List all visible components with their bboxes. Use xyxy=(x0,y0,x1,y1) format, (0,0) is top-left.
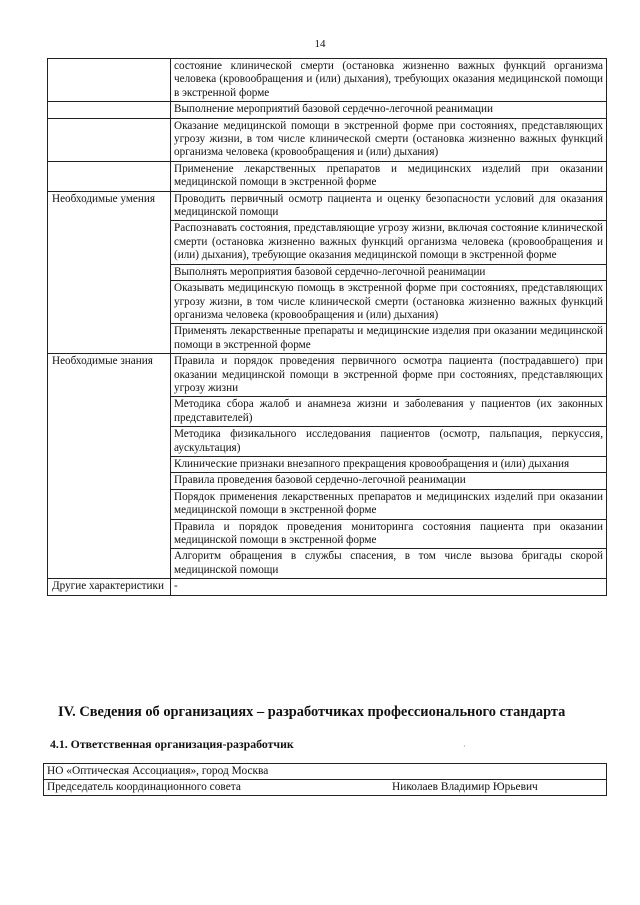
table-cell: Оказывать медицинскую помощь в экстренной форме при состояниях, представляющих угрозу жизни, в том числе клинической смерти (остановка жизненно важных функций организма человека (кровообращения и (или) дыхания) xyxy=(171,281,607,324)
table-cell: Клинические признаки внезапного прекращения кровообращения и (или) дыхания xyxy=(171,456,607,472)
org-signatory-cell xyxy=(44,780,607,796)
other-value: - xyxy=(171,579,607,595)
table-row xyxy=(48,161,607,191)
competency-table xyxy=(47,58,607,596)
other-label: Другие характеристики xyxy=(48,579,171,595)
table-row xyxy=(48,354,607,397)
table-row xyxy=(48,102,607,118)
table-cell: Применение лекарственных препаратов и медицинских изделий при оказании медицинской помощи в экстренной форме xyxy=(171,161,607,191)
empty-label-cell xyxy=(48,102,171,118)
table-row xyxy=(48,191,607,221)
position-title: Председатель координационного совета xyxy=(47,781,241,793)
table-cell: Выполнение мероприятий базовой сердечно-легочной реанимации xyxy=(171,102,607,118)
table-cell: Распознавать состояния, представляющие угрозу жизни, включая состояние клинической смерти (остановка жизненно важных функций организма человека (кровообращения и (или) дыхания), требующие оказания медицинской помощи в экстренной форме xyxy=(171,221,607,264)
table-cell: Порядок применения лекарственных препаратов и медицинских изделий при оказании медицинской помощи в экстренной форме xyxy=(171,489,607,519)
table-cell: Методика сбора жалоб и анамнеза жизни и заболевания у пациентов (их законных представителей) xyxy=(171,397,607,427)
person-name: Николаев Владимир Юрьевич xyxy=(392,781,538,793)
table-cell: Оказание медицинской помощи в экстренной форме при состояниях, представляющих угрозу жизни, в том числе клинической смерти (остановка жизненно важных функций организма человека (кровообращения и (или) дыхания) xyxy=(171,118,607,161)
scan-dot: · xyxy=(463,742,466,751)
empty-label-cell xyxy=(48,59,171,102)
table-row xyxy=(48,579,607,595)
table-row xyxy=(44,780,607,796)
skills-label: Необходимые умения xyxy=(48,191,171,353)
table-cell: Применять лекарственные препараты и медицинские изделия при оказании медицинской помощи в экстренной форме xyxy=(171,324,607,354)
empty-label-cell xyxy=(48,118,171,161)
table-cell: Правила проведения базовой сердечно-легочной реанимации xyxy=(171,473,607,489)
table-row xyxy=(48,59,607,102)
page-number: 14 xyxy=(314,38,326,50)
table-cell: Правила и порядок проведения первичного осмотра пациента (пострадавшего) при оказании медицинской помощи в экстренной форме при состояниях, представляющих угрозу жизни xyxy=(171,354,607,397)
table-cell: Правила и порядок проведения мониторинга состояния пациента при оказании медицинской помощи в экстренной форме xyxy=(171,519,607,549)
table-cell: Проводить первичный осмотр пациента и оценку безопасности условий для оказания медицинской помощи xyxy=(171,191,607,221)
table-row xyxy=(44,764,607,780)
empty-label-cell xyxy=(48,161,171,191)
organization-table xyxy=(43,763,607,796)
table-cell: Выполнять мероприятия базовой сердечно-легочной реанимации xyxy=(171,264,607,280)
org-name: НО «Оптическая Ассоциация», город Москва xyxy=(44,764,607,780)
knowledge-label: Необходимые знания xyxy=(48,354,171,579)
table-row xyxy=(48,118,607,161)
table-cell: Методика физикального исследования пациентов (осмотр, пальпация, перкуссия, аускультация) xyxy=(171,427,607,457)
table-cell: состояние клинической смерти (остановка жизненно важных функций организма человека (кровообращения и (или) дыхания), требующих оказания медицинской помощи в экстренной форме xyxy=(171,59,607,102)
subsection-title: 4.1. Ответственная организация-разработчик xyxy=(50,737,294,751)
section-title: IV. Сведения об организациях – разработчиках профессионального стандарта xyxy=(58,704,566,720)
table-cell: Алгоритм обращения в службы спасения, в том числе вызова бригады скорой медицинской помощи xyxy=(171,549,607,579)
